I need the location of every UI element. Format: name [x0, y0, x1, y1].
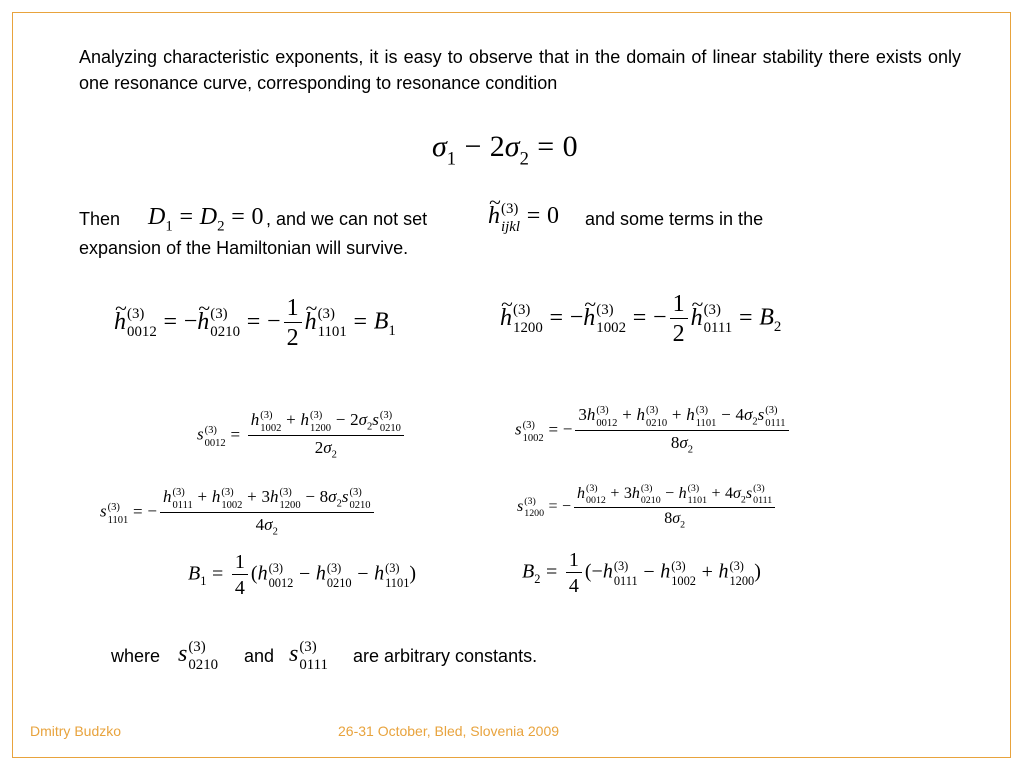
- b1-equation: $B_1$ = $\frac{1}{4}$ (h (3) 0012 − h (3) 0210 − h (3) 1101 ): [188, 551, 417, 599]
- then-end-text: and some terms in the: [585, 209, 764, 229]
- resonance-condition-equation: $\sigma_1 - 2\sigma_2 = 0$: [432, 130, 578, 170]
- d-equation: $D_1 = D_2 = 0$: [148, 204, 264, 235]
- s0012-equation: s (3) 0012 = h (3) 1002 + h (3) 1200 − $2\sigma_2s$ (3) 0210 $2\sigma_2$: [197, 410, 407, 462]
- footer-author: Dmitry Budzko: [30, 723, 122, 739]
- then-middle-text: , and we can not set: [266, 209, 428, 229]
- where-label: where: [111, 646, 161, 666]
- h-ijkl-equation: ~ h (3) ijkl = 0: [488, 202, 559, 233]
- then-label: Then: [79, 209, 121, 229]
- b2-tilde-equation: ~ h (3) 1200 = −~ h (3) 1002 = − $\frac{1}{2}$ ~ h (3) 0111 = $B_2$: [500, 292, 781, 346]
- s1101-equation: s (3) 1101 = − h (3) 0111 + h (3) 1002 + 3h (3) 1200 − $8\sigma_2s$ (3) 0210 $4\sigma_2$: [100, 487, 377, 539]
- b1-tilde-equation: ~ h (3) 0012 = −~ h (3) 0210 = − $\frac{1}{2}$ ~ h (3) 1101 = $B_1$: [114, 296, 396, 350]
- and-label: and: [244, 646, 275, 666]
- footer-event: 26-31 October, Bled, Slovenia 2009: [338, 723, 560, 739]
- s1002-equation: s (3) 1002 = − 3h (3) 0012 + h (3) 0210 + h (3) 1101 − $4\sigma_2s$ (3) 0111 $8\sigma_2$: [515, 405, 792, 457]
- intro-paragraph: Analyzing characteristic exponents, it is easy to observe that in the domain of linear stability there exists only one resonance curve, corresponding to resonance condition: [79, 47, 961, 93]
- arbitrary-constants-text: are arbitrary constants.: [353, 646, 538, 666]
- s0111-symbol: s (3) 0111: [289, 639, 328, 673]
- s1200-equation: s (3) 1200 = − h (3) 0012 + 3h (3) 0210 − h (3) 1101 + $4\sigma_2s$ (3) 0111 $8\sigma_2$: [517, 484, 778, 531]
- b2-equation: $B_2$ = $\frac{1}{4}$ (−h (3) 0111 − h (3) 1002 + h (3) 1200 ): [522, 549, 761, 597]
- s0210-symbol: s (3) 0210: [178, 639, 219, 673]
- then-line-two: expansion of the Hamiltonian will survive.: [79, 238, 409, 258]
